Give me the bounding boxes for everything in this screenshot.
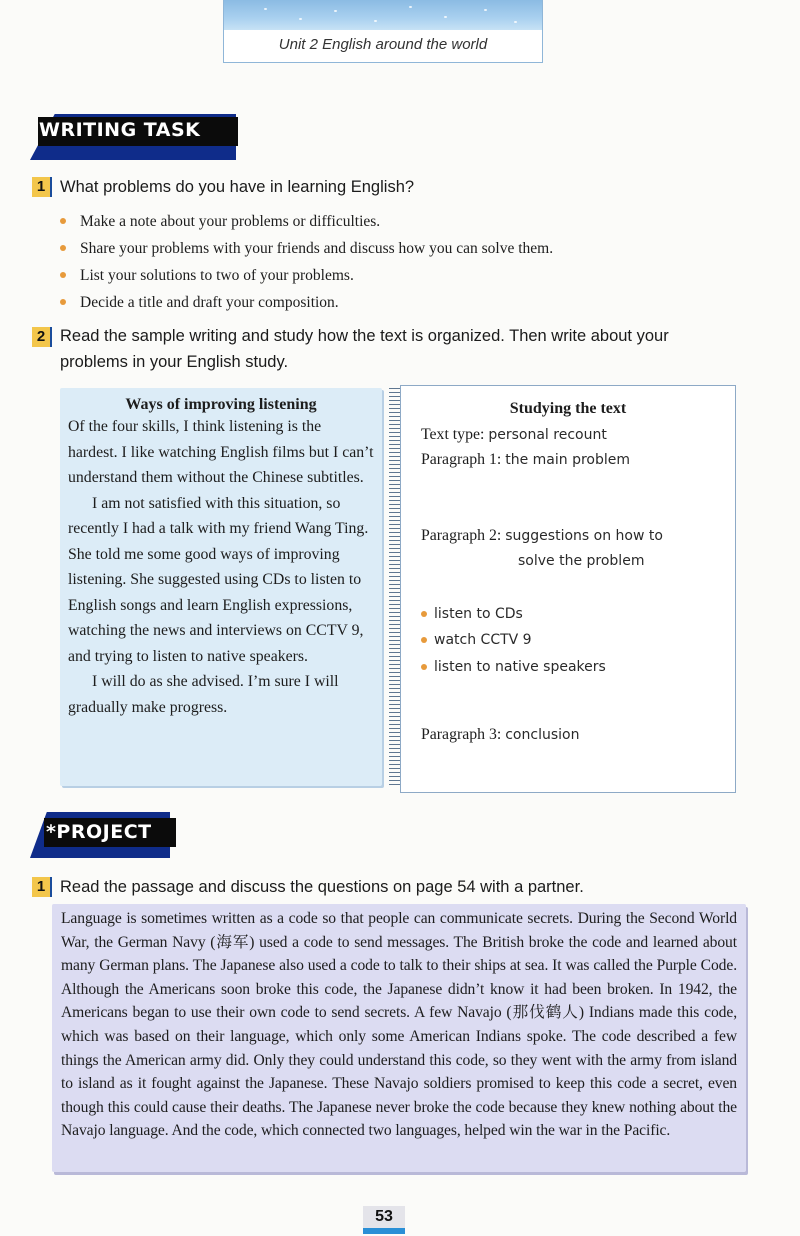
page-number: 53	[363, 1206, 405, 1228]
task1-question: What problems do you have in learning English?	[60, 178, 415, 196]
task-number-badge: 2	[32, 327, 52, 347]
task-number-badge: 1	[32, 877, 52, 897]
sample-writing-panel	[60, 388, 382, 786]
bullet-icon	[60, 245, 66, 251]
text-type-line: Text type: personal recount	[421, 426, 607, 443]
bullet-icon	[421, 637, 427, 643]
list-item: listen to native speakers	[421, 659, 606, 675]
sample-title: Ways of improving listening	[125, 396, 317, 413]
bullet-icon	[421, 664, 427, 670]
project-passage-text: Language is sometimes written as a code so that people can communicate secrets. During the Second World War, the German Navy (海军) used a code to send messages. The British broke the code and learned about many German plans. The Japanese also used a code to talk to their ships at sea. It was called the Purple Code. Although the Americans soon broke this code, the Japanese didn’t know it had been broken. In 1942, the Americans began to use their own code to send secrets. A few Navajo (那伐鹤人) Indians made this code, which was based on their language, which only some American Indians spoke. The code described a few things the American army did. Only they could understand this code, so they went with the army from island to island as it fought against the Japanese. These Navajo soldiers promised to keep this code a secret, even though this could cause their deaths. The Japanese never broke the code because they knew nothing about the Navajo language. And the code, which connected two languages, helped win the war in the Pacific.	[61, 910, 737, 1140]
list-item: List your solutions to two of your problems.	[60, 262, 760, 289]
list-item: Share your problems with your friends and discuss how you can solve them.	[60, 235, 760, 262]
list-item: Make a note about your problems or difficulties.	[60, 208, 760, 235]
bullet-icon	[421, 611, 427, 617]
sample-paragraph-1: Of the four skills, I think listening is the hardest. I like watching English films but I can’t understand them without the Chinese subtitles.	[68, 418, 374, 486]
study-text-panel	[400, 385, 736, 793]
project-task1-question: Read the passage and discuss the questions on page 54 with a partner.	[60, 878, 584, 896]
task1-bullet-list	[60, 208, 760, 316]
project-heading: *PROJECT	[46, 821, 152, 843]
paragraph-2-line: Paragraph 2: suggestions on how to	[421, 527, 663, 544]
sample-paragraph-3: I will do as she advised. I’m sure I will gradually make progress.	[68, 673, 339, 716]
study-title: Studying the text	[509, 400, 627, 417]
list-item: watch CCTV 9	[421, 632, 532, 648]
task-number-badge: 1	[32, 177, 52, 197]
water-photo-strip	[224, 0, 542, 30]
task2-instructions: Read the sample writing and study how the text is organized. Then write about your problems in your English study.	[60, 327, 669, 371]
bullet-icon	[60, 218, 66, 224]
paragraph-1-line: Paragraph 1: the main problem	[421, 451, 631, 468]
list-item: Decide a title and draft your composition.	[60, 289, 760, 316]
project-banner	[30, 812, 180, 858]
writing-task-heading: WRITING TASK	[39, 119, 201, 141]
project-passage-panel	[52, 904, 746, 1172]
unit-title: Unit 2 English around the world	[278, 36, 488, 53]
sample-paragraph-2: I am not satisfied with this situation, so recently I had a talk with my friend Wang Ting. She told me some good ways of improving listening. She suggested using CDs to listen to English songs and learn English expressions, watching the news and interviews on CCTV 9, and trying to listen to native speakers.	[68, 494, 369, 665]
writing-task-banner	[30, 114, 240, 160]
paragraph-2-line-cont: solve the problem	[518, 553, 645, 569]
list-item: listen to CDs	[421, 606, 523, 622]
paragraph-3-line: Paragraph 3: conclusion	[421, 726, 580, 743]
unit-header	[223, 0, 543, 63]
bullet-icon	[60, 272, 66, 278]
bullet-icon	[60, 299, 66, 305]
